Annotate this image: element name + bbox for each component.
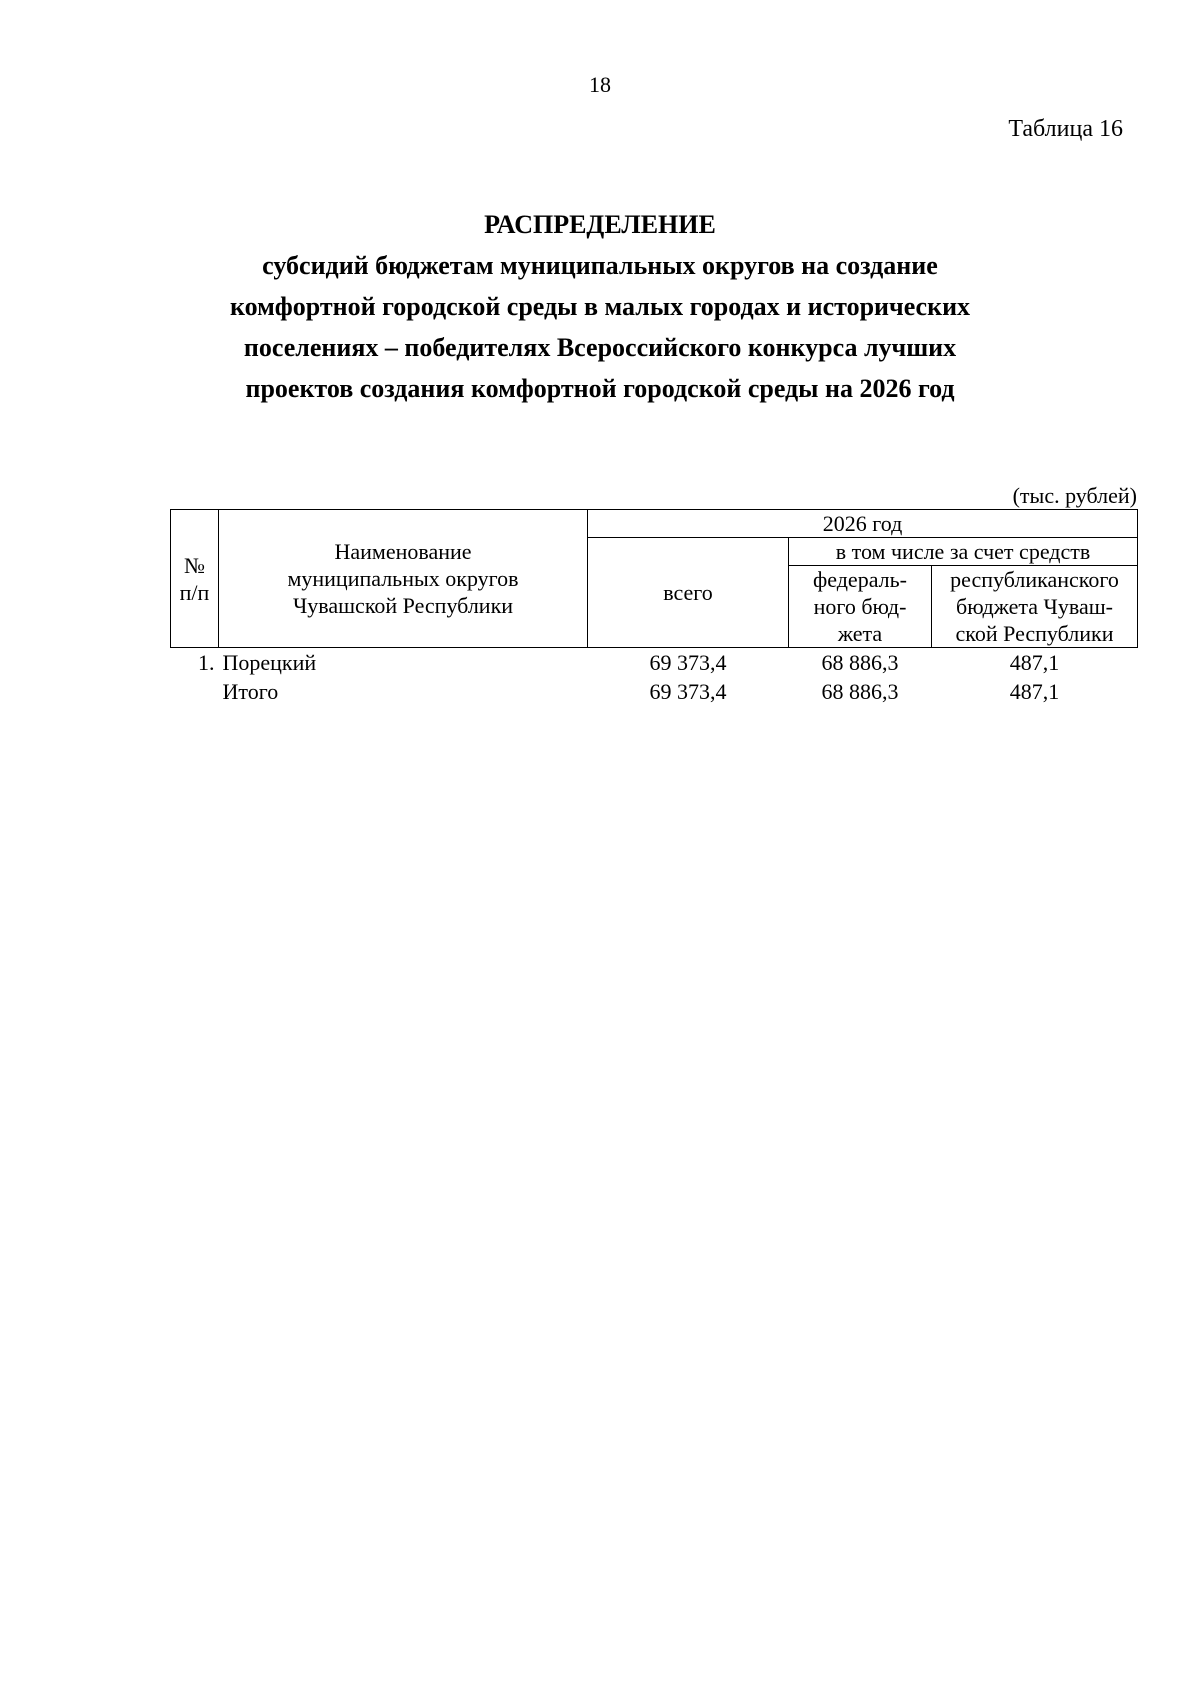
row-number: 1. xyxy=(198,650,215,675)
title-line: субсидий бюджетам муниципальных округов на создание xyxy=(262,251,938,280)
row-total: 69 373,4 xyxy=(649,679,727,704)
header-total: всего xyxy=(588,538,789,648)
page-number: 18 xyxy=(589,72,611,97)
table-label: Таблица 16 xyxy=(1008,116,1123,142)
header-federal: федераль- ного бюд- жета xyxy=(789,566,932,648)
header-republic: республиканского бюджета Чуваш- ской Республики xyxy=(932,566,1138,648)
unit-note: (тыс. рублей) xyxy=(1012,483,1137,508)
title-heading: РАСПРЕДЕЛЕНИЕ xyxy=(484,210,716,239)
header-number: № п/п xyxy=(171,510,219,648)
document-title xyxy=(150,204,1050,409)
row-number xyxy=(171,677,219,706)
table-row-total xyxy=(171,677,1138,706)
row-federal: 68 886,3 xyxy=(821,650,899,675)
title-line: поселениях – победителях Всероссийского конкурса лучших xyxy=(243,333,957,362)
row-name: Порецкий xyxy=(222,650,317,675)
row-republic: 487,1 xyxy=(1009,650,1060,675)
distribution-table xyxy=(170,509,1138,706)
row-federal: 68 886,3 xyxy=(821,679,899,704)
header-name: Наименование муниципальных округов Чувашской Республики xyxy=(219,510,588,648)
row-name: Итого xyxy=(222,679,279,704)
title-line: комфортной городской среды в малых городах и исторических xyxy=(229,292,971,321)
row-republic: 487,1 xyxy=(1009,679,1060,704)
header-including: в том числе за счет средств xyxy=(789,538,1138,566)
header-year: 2026 год xyxy=(588,510,1138,538)
title-line: проектов создания комфортной городской среды на 2026 год xyxy=(245,374,955,403)
row-total: 69 373,4 xyxy=(649,650,727,675)
table-row xyxy=(171,648,1138,678)
